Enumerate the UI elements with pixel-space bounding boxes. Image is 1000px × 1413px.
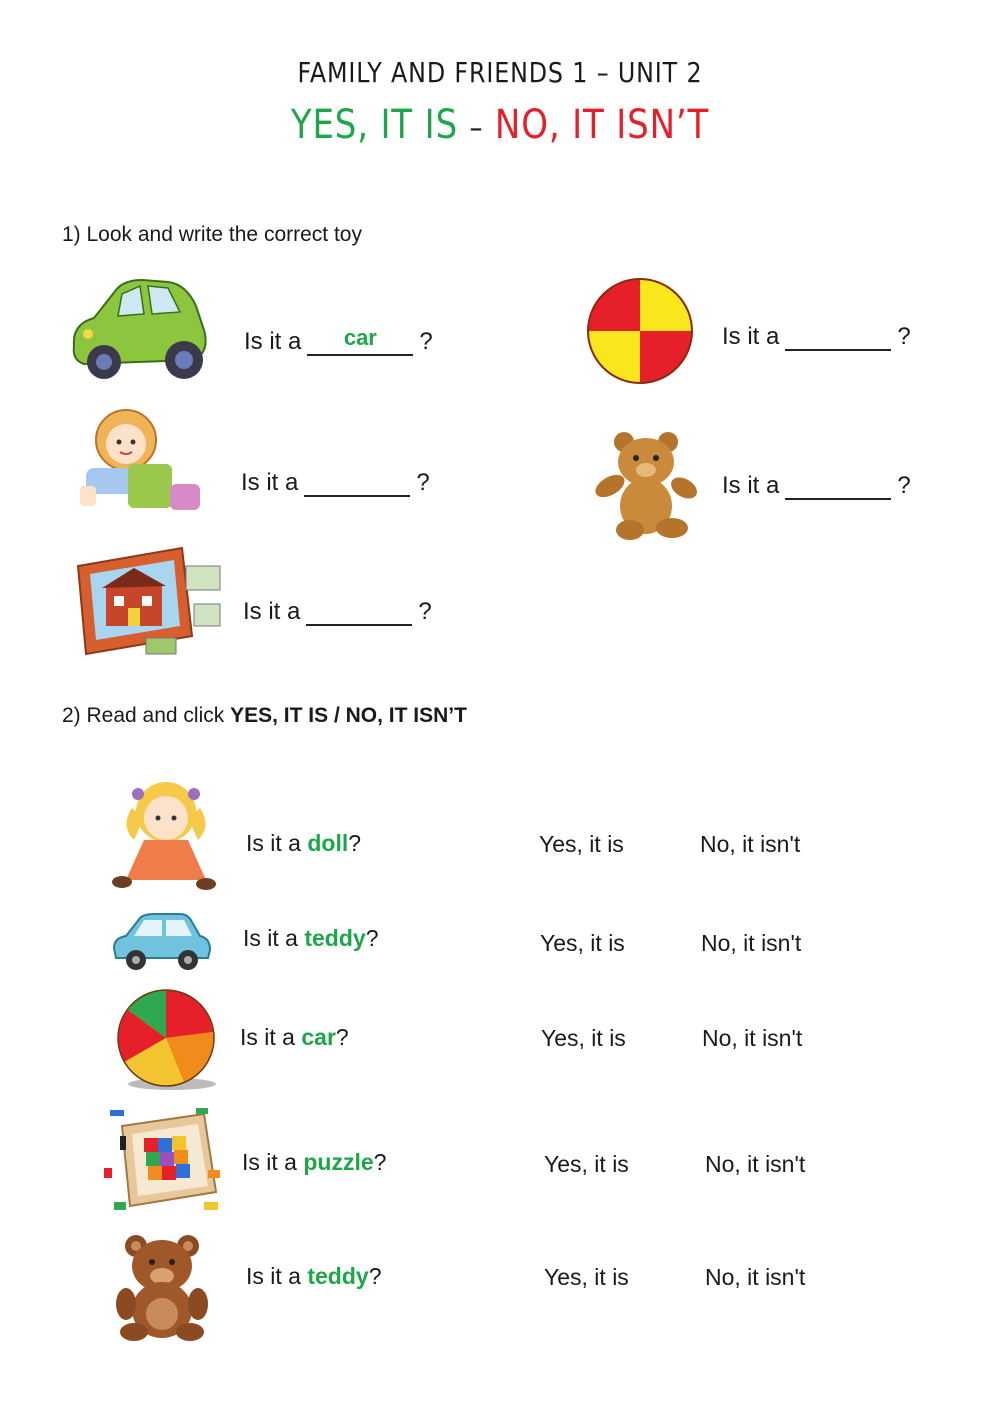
- s1-teddy-picture: [592, 430, 700, 542]
- no-option-0[interactable]: No, it isn't: [700, 831, 801, 857]
- s2-question-3: [242, 1149, 386, 1176]
- answer-input-puzzle[interactable]: [306, 595, 412, 621]
- s2-teddy-picture: [112, 1234, 212, 1342]
- no-option-2[interactable]: No, it isn't: [702, 1025, 803, 1051]
- s1-puzzle-picture: [76, 546, 226, 658]
- question-keyword: puzzle: [303, 1149, 374, 1175]
- subtitle-no: NO, IT ISN’T: [494, 102, 710, 148]
- teddy-icon: [592, 430, 700, 542]
- answer-input-car[interactable]: [307, 325, 413, 351]
- puzzle-icon: [100, 1106, 228, 1218]
- question-mark: ?: [348, 830, 362, 856]
- puzzle-icon: [76, 546, 226, 658]
- question-mark: ?: [418, 598, 432, 625]
- question-prefix: Is it a: [244, 328, 302, 355]
- s1-ball-picture: [585, 276, 695, 386]
- question-mark: ?: [335, 1024, 349, 1050]
- car-icon: [110, 908, 212, 972]
- s1-question-ball: [722, 323, 911, 351]
- question-mark: ?: [373, 1149, 387, 1175]
- yes-option-1[interactable]: Yes, it is: [540, 930, 625, 956]
- question-prefix: Is it a: [246, 830, 301, 856]
- yes-option-2[interactable]: Yes, it is: [541, 1025, 626, 1051]
- answer-blank[interactable]: [785, 325, 891, 351]
- question-prefix: Is it a: [242, 1149, 297, 1175]
- doll-icon: [78, 404, 208, 522]
- s1-question-doll: [241, 469, 430, 497]
- question-keyword: teddy: [304, 925, 366, 951]
- question-prefix: Is it a: [240, 1024, 295, 1050]
- section2-heading-prefix: 2) Read and click: [62, 704, 225, 727]
- question-keyword: teddy: [307, 1263, 369, 1289]
- answer-blank[interactable]: [307, 330, 413, 356]
- s1-question-puzzle: [243, 598, 432, 626]
- s1-doll-picture: [78, 404, 208, 522]
- yes-option-0[interactable]: Yes, it is: [539, 831, 624, 857]
- section1-heading: 1) Look and write the correct toy: [62, 223, 362, 246]
- question-prefix: Is it a: [722, 323, 780, 350]
- question-mark: ?: [365, 925, 379, 951]
- s1-question-teddy: [722, 472, 911, 500]
- worksheet-title: FAMILY AND FRIENDS 1 – UNIT 2: [297, 56, 703, 89]
- s1-question-car: [244, 328, 433, 356]
- question-mark: ?: [419, 328, 433, 355]
- question-mark: ?: [897, 472, 911, 499]
- s2-ball-picture: [114, 988, 222, 1090]
- yes-option-3[interactable]: Yes, it is: [544, 1151, 629, 1177]
- no-option-4[interactable]: No, it isn't: [705, 1264, 806, 1290]
- question-mark: ?: [416, 469, 430, 496]
- answer-blank[interactable]: [785, 474, 891, 500]
- answer-input-ball[interactable]: [785, 320, 891, 346]
- s2-question-0: [246, 830, 361, 857]
- section2-heading: [62, 704, 467, 728]
- no-option-3[interactable]: No, it isn't: [705, 1151, 806, 1177]
- ball-icon: [585, 276, 695, 386]
- question-keyword: car: [301, 1024, 336, 1050]
- s2-question-1: [243, 925, 379, 952]
- subtitle-yes: YES, IT IS: [290, 102, 459, 148]
- question-prefix: Is it a: [246, 1263, 301, 1289]
- question-prefix: Is it a: [241, 469, 299, 496]
- question-prefix: Is it a: [243, 925, 298, 951]
- answer-input-teddy[interactable]: [785, 469, 891, 495]
- answer-input-doll[interactable]: [304, 466, 410, 492]
- no-option-1[interactable]: No, it isn't: [701, 930, 802, 956]
- answer-blank[interactable]: [304, 471, 410, 497]
- teddy-icon: [112, 1234, 212, 1342]
- subtitle-dash: –: [469, 111, 484, 146]
- answer-blank[interactable]: [306, 600, 412, 626]
- question-mark: ?: [897, 323, 911, 350]
- car-icon: [64, 268, 212, 386]
- section2-heading-bold: YES, IT IS / NO, IT ISN’T: [230, 704, 467, 727]
- s2-question-2: [240, 1024, 349, 1051]
- question-prefix: Is it a: [243, 598, 301, 625]
- doll-icon: [110, 778, 222, 890]
- question-keyword: doll: [307, 830, 349, 856]
- s2-car-picture: [110, 908, 212, 972]
- ball-icon: [114, 988, 222, 1090]
- s2-puzzle-picture: [100, 1106, 228, 1218]
- yes-option-4[interactable]: Yes, it is: [544, 1264, 629, 1290]
- question-mark: ?: [368, 1263, 382, 1289]
- worksheet-subtitle: [75, 102, 925, 148]
- s2-doll-picture: [110, 778, 222, 890]
- s2-question-4: [246, 1263, 382, 1290]
- s1-car-picture: [64, 268, 212, 386]
- question-prefix: Is it a: [722, 472, 780, 499]
